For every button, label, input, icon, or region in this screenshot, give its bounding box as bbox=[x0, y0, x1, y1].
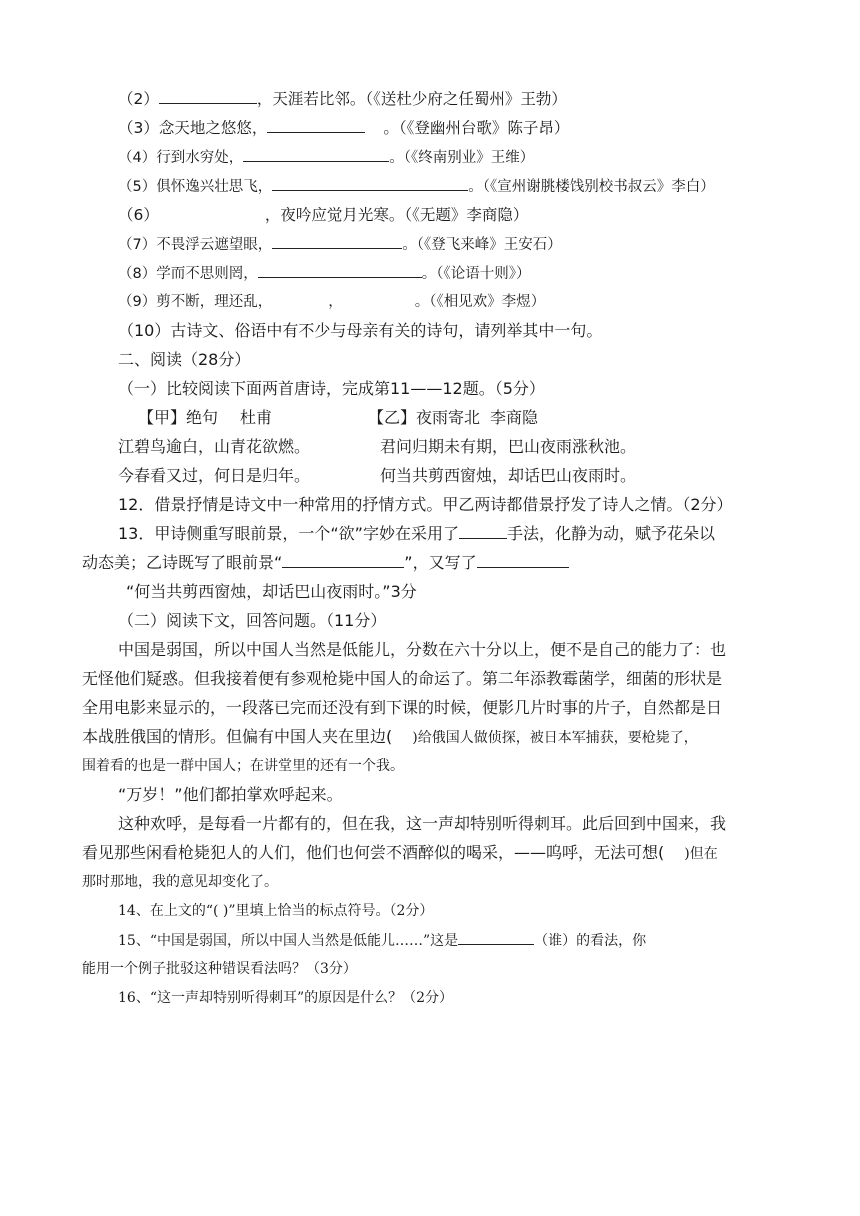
part-heading: （一）比较阅读下面两首唐诗，完成第11——12题。（5分） bbox=[118, 379, 545, 398]
answer-blank[interactable] bbox=[272, 176, 468, 191]
poem-title: 夜雨寄北 bbox=[416, 408, 481, 427]
q-text: 不畏浮云遮望眼， bbox=[156, 237, 273, 253]
poem-b-line-1: 君问归期未有期，巴山夜雨涨秋池。 bbox=[380, 437, 637, 456]
q-num: （7） bbox=[118, 237, 157, 253]
q-source: 。（《宣州谢朓楼饯别校书叔云》李白） bbox=[468, 179, 715, 195]
question-13-line-3: “何当共剪西窗烛，却话巴山夜雨时。”3分 bbox=[126, 582, 417, 601]
poem-author: 李商隐 bbox=[490, 408, 539, 427]
q-text: 学而不思则罔， bbox=[156, 266, 258, 282]
question-15 bbox=[118, 930, 646, 951]
q-text: （谁）的看法，你 bbox=[534, 933, 647, 949]
q-source: 。（《登幽州台歌》陈子昂） bbox=[383, 119, 570, 137]
question-14: 14、在上文的“( )”里填上恰当的标点符号。（2分） bbox=[118, 903, 434, 919]
question-12: 12．借景抒情是诗文中一种常用的抒情方式。甲乙两诗都借景抒发了诗人之情。（2分） bbox=[118, 495, 733, 514]
passage-line: 围着看的也是一群中国人；在讲堂里的还有一个我。 bbox=[82, 758, 404, 774]
answer-blank[interactable] bbox=[272, 234, 402, 249]
passage-line: 无怪他们疑惑。但我接着便有参观枪毙中国人的命运了。第二年添教霉菌学，细菌的形状是 bbox=[82, 669, 723, 688]
q-num: （8） bbox=[118, 266, 157, 282]
q-text: 13．甲诗侧重写眼前景，一个“欲”字妙在采用了 bbox=[118, 524, 459, 543]
q-source: 。（《终南别业》王维） bbox=[389, 150, 535, 166]
poem-a-line-2: 今春看又过，何日是归年。 bbox=[118, 466, 311, 485]
q-num: （2） bbox=[118, 90, 159, 108]
q-text: 动态美；乙诗既写了眼前景“ bbox=[82, 553, 283, 572]
question-15-line-2: 能用一个例子批驳这种错误看法吗？（3分） bbox=[82, 961, 357, 977]
poem-a-line-1: 江碧鸟逾白，山青花欲燃。 bbox=[118, 437, 311, 456]
q-text: 俱怀逸兴壮思飞， bbox=[156, 179, 273, 195]
poem-b-line-2: 何当共剪西窗烛，却话巴山夜雨时。 bbox=[380, 466, 637, 485]
question-8 bbox=[118, 263, 530, 284]
question-13 bbox=[118, 524, 715, 544]
q-num: （10） bbox=[118, 321, 171, 340]
passage-line: 这种欢呼，是每看一片都有的，但在我，这一声却特别听得刺耳。此后回到中国来，我 bbox=[118, 814, 727, 833]
q-num: （6） bbox=[118, 206, 159, 224]
q-text: 手法，化静为动，赋予花朵以 bbox=[506, 524, 715, 543]
question-10 bbox=[118, 321, 602, 341]
question-7 bbox=[118, 234, 562, 255]
q-text: ，夜吟应觉月光寒。（《无题》李商隐） bbox=[264, 206, 529, 224]
passage-line bbox=[82, 727, 698, 748]
q-num: （3） bbox=[118, 119, 159, 137]
part-heading-2: （二）阅读下文，回答问题。（11分） bbox=[118, 611, 387, 630]
question-6 bbox=[118, 205, 528, 225]
poem-author: 杜甫 bbox=[240, 408, 273, 427]
q-text: 古诗文、俗语中有不少与母亲有关的诗句，请列举其中一句。 bbox=[170, 321, 603, 340]
passage-line bbox=[82, 843, 718, 864]
question-3 bbox=[118, 118, 569, 138]
answer-blank[interactable] bbox=[159, 89, 257, 104]
passage-text: )但在 bbox=[684, 846, 718, 862]
answer-blank[interactable] bbox=[458, 930, 534, 945]
passage-line: 中国是弱国，所以中国人当然是低能儿，分数在六十分以上，便不是自己的能力了：也 bbox=[118, 640, 727, 659]
poem-title: 绝句 bbox=[186, 408, 219, 427]
poem-tag: 【乙】 bbox=[368, 408, 417, 427]
q-text: ，天涯若比邻。（《送杜少府之任蜀州》王勃） bbox=[256, 90, 567, 108]
q-text: 剪不断，理还乱， bbox=[156, 294, 273, 310]
q-num: （4） bbox=[118, 150, 157, 166]
question-13-line-2 bbox=[82, 553, 569, 573]
question-9 bbox=[118, 292, 545, 312]
q-text: ， bbox=[328, 294, 343, 310]
q-source: 。（《登飞来峰》王安石） bbox=[402, 237, 562, 253]
passage-line: 那时那地，我的意见却变化了。 bbox=[82, 874, 278, 890]
question-4 bbox=[118, 147, 534, 168]
q-text: 念天地之悠悠， bbox=[158, 119, 268, 137]
q-num: （5） bbox=[118, 179, 157, 195]
passage-text: 本战胜俄国的情形。但偏有中国人夹在里边( bbox=[82, 727, 393, 746]
answer-blank[interactable] bbox=[459, 524, 507, 539]
q-num: （9） bbox=[118, 294, 157, 310]
question-5 bbox=[118, 176, 715, 197]
poem-tag: 【甲】 bbox=[138, 408, 187, 427]
q-source: 。（《相见欢》李煜） bbox=[414, 294, 546, 310]
answer-blank[interactable] bbox=[258, 263, 422, 278]
question-16: 16、“这一声却特别听得刺耳”的原因是什么？（2分） bbox=[118, 990, 454, 1006]
question-2 bbox=[118, 89, 567, 109]
answer-blank[interactable] bbox=[243, 147, 389, 162]
passage-line: 全用电影来显示的，一段落已完而还没有到下课的时候，便影几片时事的片子，自然都是日 bbox=[82, 698, 723, 717]
q-source: 。（《论语十则》） bbox=[421, 266, 531, 282]
passage-text: )给俄国人做侦探，被日本军捕获，要枪毙了， bbox=[412, 730, 698, 746]
answer-blank[interactable] bbox=[477, 553, 569, 568]
passage-line: “万岁！”他们都拍掌欢呼起来。 bbox=[118, 785, 343, 804]
answer-blank[interactable] bbox=[267, 118, 365, 133]
passage-text: 看见那些闲看枪毙犯人的人们，他们也何尝不酒醉似的喝采，——呜呼，无法可想( bbox=[82, 843, 665, 862]
section-heading: 二、阅读（28分） bbox=[118, 350, 251, 369]
poem-title-row-b bbox=[368, 408, 538, 428]
q-text: ”，又写了 bbox=[404, 553, 477, 572]
q-text: 15、“中国是弱国，所以中国人当然是低能儿……”这是 bbox=[118, 933, 459, 949]
answer-blank[interactable] bbox=[282, 553, 404, 568]
poem-title-row bbox=[138, 408, 272, 428]
q-text: 行到水穷处， bbox=[156, 150, 244, 166]
